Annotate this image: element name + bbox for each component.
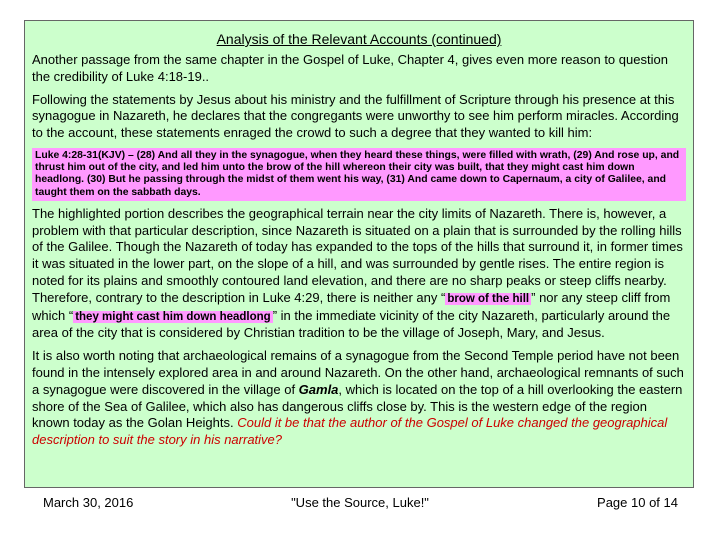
highlight-brow-of-hill: brow of the hill (447, 292, 530, 305)
highlight-cast-down-headlong: they might cast him down headlong (75, 310, 271, 323)
terrain-text-1: The highlighted portion describes the geographical terrain near the city limits of Nazareth. There is, however, a problem with that particular description, since Nazareth is situated on a plain that is surrounded by the rolling hills of the Galilee. Though the Nazareth of today has expanded to the tops of the hills that surround it, in former times it was situated in the lower part, on the slope of a hill, and was surrounded by gentle rises. The entire region is noted for its plains and smoothly contoured land elevation, and there are no sharp peaks or steep cliffs nearby. Therefore, contrary to the description in Luke 4:29, there is neither any “ (32, 205, 683, 305)
slide-title: Analysis of the Relevant Accounts (continued) (216, 31, 502, 47)
scripture-quote: Luke 4:28-31(KJV) – (28) And all they in the synagogue, when they heard these things, were filled with wrath, (29) And rose up, and thrust him out of the city, and led him unto the brow of the hill whereon their city was built, that they might cast him down headlong. (30) But he passing through the midst of them went his way, (31) And came down to Capernaum, a city of Galilee, and taught them on the sabbath days. (32, 148, 686, 201)
archaeology-text-2: , which is located on the top of a hill overlooking the eastern shore of the Sea of Galilee, which also has dangerous cliffs close by. This is the western edge of the region known today as the Golan Heights. (32, 381, 683, 431)
terrain-text-2: ” nor any steep cliff from which “ (32, 289, 671, 323)
footer-page-number: Page 10 of 14 (597, 495, 678, 510)
paragraph-statements: Following the statements by Jesus about his ministry and the fulfillment of Scripture through his presence at this synagogue in Nazareth, he declares that the congregants were unworthy to see him perform miracles. According to the account, these statements enraged the crowd to such a degree that they wanted to kill him: (32, 91, 679, 141)
closing-question: Could it be that the author of the Gospel of Luke changed the geographical description to suit the story in his narrative? (32, 415, 668, 448)
footer-title: "Use the Source, Luke!" (291, 495, 429, 510)
paragraph-intro: Another passage from the same chapter in the Gospel of Luke, Chapter 4, gives even more reason to question the credibility of Luke 4:18-19.. (32, 52, 668, 84)
content-box (24, 20, 694, 488)
paragraph-terrain (32, 206, 686, 342)
footer (0, 495, 720, 513)
terrain-text-3: ” in the immediate vicinity of the city Nazareth, particularly around the area of the city that is considered by Christian tradition to be the village of Joseph, Mary, and Jesus. (32, 307, 671, 341)
paragraph-archaeology (32, 348, 686, 449)
footer-date: March 30, 2016 (43, 495, 134, 510)
archaeology-text-1: It is also worth noting that archaeological remains of a synagogue from the Second Temple period have not been found in the intensely explored area in and around Nazareth. On the other hand, archaeological remnants of such a synagogue were discovered in the village of (32, 348, 684, 397)
place-name-gamla: Gamla (298, 381, 339, 397)
